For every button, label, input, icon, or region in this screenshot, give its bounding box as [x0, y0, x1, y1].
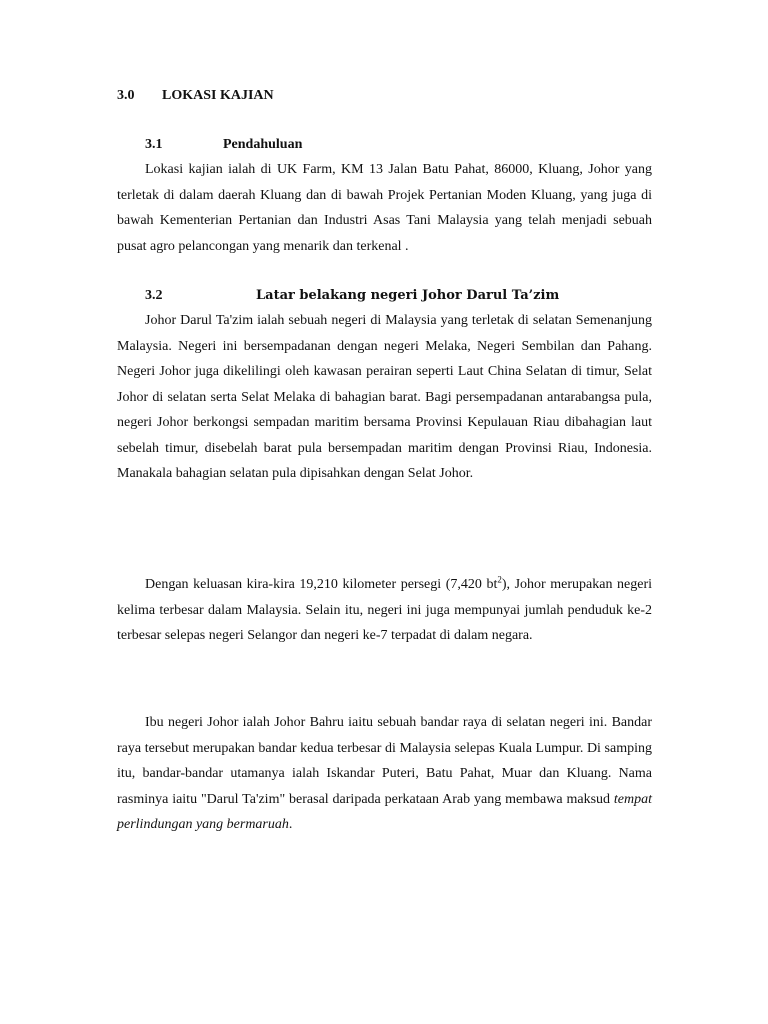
- paragraph-latar-belakang: Johor Darul Ta'zim ialah sebuah negeri di Malaysia yang terletak di selatan Semenanjung Malaysia. Negeri ini bersempadanan dengan negeri Melaka, Negeri Sembilan dan Pahang. Negeri Johor juga dikelilingi oleh kawasan perairan seperti Laut China Selatan di timur, Selat Johor di selatan serta Selat Melaka di bahagian barat. Bagi persempadanan antarabangsa pula, negeri Johor berkongsi sempadan maritim bersama Provinsi Kepulauan Riau dibahagian laut sebelah timur, disebelah barat pula bersempadan maritim dengan Provinsi Riau, Indonesia. Manakala bahagian selatan pula dipisahkan dengan Selat Johor.: [117, 313, 652, 481]
- subsection-heading-pendahuluan: [145, 137, 302, 153]
- italic-phrase: tempat perlindungan yang bermaruah: [117, 791, 652, 832]
- subsection-number: 3.2: [145, 288, 163, 303]
- paragraph-text: .: [288, 817, 293, 832]
- section-title: LOKASI KAJIAN: [162, 88, 274, 103]
- section-number: 3.0: [117, 88, 135, 103]
- paragraph-keluasan: [117, 572, 652, 649]
- paragraph-ibu-negeri: [117, 710, 652, 838]
- section-heading: [117, 88, 274, 104]
- paragraph-text: Ibu negeri Johor ialah Johor Bahru iaitu sebuah bandar raya di selatan negeri ini. Bandar raya tersebut merupakan bandar kedua terbesar di Malaysia selepas Kuala Lumpur. Di samping itu, bandar-bandar utamanya ialah Iskandar Puteri, Batu Pahat, Muar dan Kluang. Nama rasminya iaitu "Darul Ta'zim" berasal daripada perkataan Arab yang membawa maksud: [117, 715, 652, 807]
- superscript: 2: [497, 574, 502, 585]
- subsection-number: 3.1: [145, 137, 163, 152]
- subsection-heading-latar-belakang: [145, 288, 559, 304]
- subsection-title: Latar belakang negeri Johor Darul Ta’zim: [256, 288, 560, 303]
- paragraph-pendahuluan: Lokasi kajian ialah di UK Farm, KM 13 Jalan Batu Pahat, 86000, Kluang, Johor yang terletak di dalam daerah Kluang dan di bawah Projek Pertanian Moden Kluang, yang juga di bawah Kementerian Pertanian dan Industri Asas Tani Malaysia yang telah menjadi sebuah pusat agro pelancongan yang menarik dan terkenal .: [117, 162, 652, 254]
- paragraph-text: ), Johor merupakan negeri kelima terbesar dalam Malaysia. Selain itu, negeri ini juga mempunyai jumlah penduduk ke-2 terbesar selepas negeri Selangor dan negeri ke-7 terpadat di dalam negara.: [117, 577, 652, 643]
- subsection-title: Pendahuluan: [223, 137, 303, 152]
- paragraph-text: Dengan keluasan kira-kira 19,210 kilometer persegi (7,420 bt: [145, 577, 498, 592]
